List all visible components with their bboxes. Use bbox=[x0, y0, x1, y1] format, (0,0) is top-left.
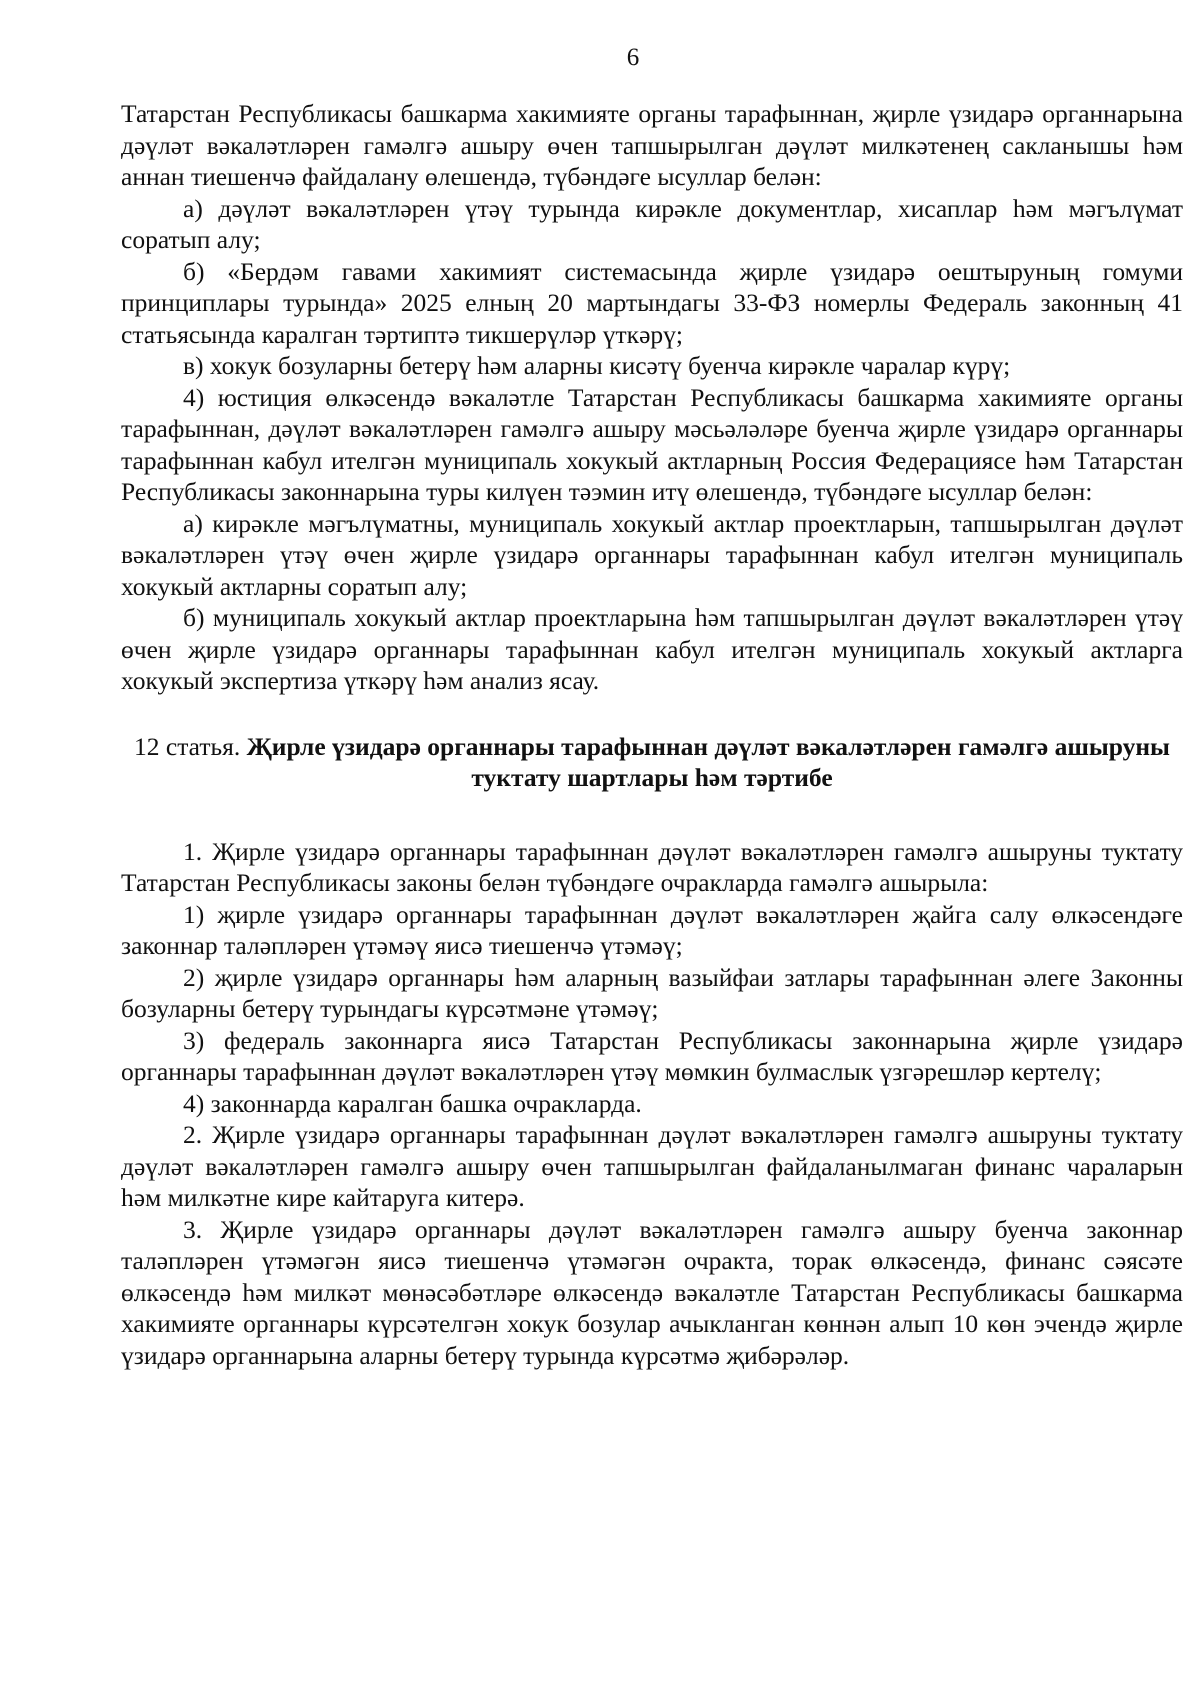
paragraph: Татарстан Республикасы башкарма хакимияте органы тарафыннан, җирле үзидарә органнарына дәүләт вәкаләтләрен гамәлгә ашыру өчен тапшырылган дәүләт милкәтенең сакланышы һәм аннан тиешенчә файдалану өлешендә, түбәндәге ысуллар белән: bbox=[121, 99, 1183, 191]
document-body bbox=[121, 98, 1183, 1371]
paragraph: 1. Җирле үзидарә органнары тарафыннан дәүләт вәкаләтләрен гамәлгә ашыруны туктату Татарстан Республикасы законы белән түбәндәге очракларда гамәлгә ашырыла: bbox=[121, 836, 1183, 897]
page-number: 6 bbox=[626, 44, 640, 71]
paragraph: 1) җирле үзидарә органнары тарафыннан дәүләт вәкаләтләрен җайга салу өлкәсендәге законнар таләпләрен үтәмәү яисә тиешенчә үтәмәү; bbox=[121, 899, 1183, 960]
paragraph: 4) законнарда каралган башка очракларда. bbox=[183, 1088, 642, 1118]
paragraph: 3) федераль законнарга яисә Татарстан Республикасы законнарына җирле үзидарә органнары тарафыннан дәүләт вәкаләтләрен үтәү мөмкин булмаслык үзгәрешләр кертелү; bbox=[121, 1025, 1183, 1086]
paragraph: 2) җирле үзидарә органнары һәм аларның вазыйфаи затлары тарафыннан әлеге Законны бозуларны бетерү турындагы күрсәтмәне үтәмәү; bbox=[121, 962, 1183, 1023]
paragraph: б) муниципаль хокукый актлар проектларына һәм тапшырылган дәүләт вәкаләтләрен үтәү өчен җирле үзидарә органнары тарафыннан кабул ителгән муниципаль хокукый актларга хокукый экспертиза үткәрү һәм анализ ясау. bbox=[121, 603, 1183, 695]
paragraph: 3. Җирле үзидарә органнары дәүләт вәкаләтләрен гамәлгә ашыру буенча законнар таләпләрен үтәмәгән яисә тиешенчә үтәмәгән очракта, торак өлкәсендә, финанс сәясәте өлкәсендә һәм милкәт мөнәсәбәтләре өлкәсендә вәкаләтле Татарстан Республикасы башкарма хакимияте органнары күрсәтелгән хокук бозулар ачыкланган көннән алып 10 көн эчендә җирле үзидарә органнарына аларны бетерү турында күрсәтмә җибәрәләр. bbox=[121, 1214, 1183, 1370]
paragraph: б) «Бердәм гавами хакимият системасында җирле үзидарә оештыруның гомуми принциплары турында» 2025 елның 20 мартындагы 33-ФЗ номерлы Федераль законның 41 статьясында каралган тәртиптә тикшерүләр үткәрү; bbox=[121, 256, 1183, 349]
paragraph: 2. Җирле үзидарә органнары тарафыннан дәүләт вәкаләтләрен гамәлгә ашыруны туктату дәүләт вәкаләтләрен гамәлгә ашыру өчен тапшырылган файдаланылмаган финанс чараларын һәм милкәтне кире кайтаруга китерә. bbox=[121, 1120, 1183, 1212]
article-title: Җирле үзидарә органнары тарафыннан дәүләт вәкаләтләрен гамәлгә ашыруны туктату шартлары һәм тәртибе bbox=[246, 731, 1170, 792]
paragraph: а) дәүләт вәкаләтләрен үтәү турында кирәкле документлар, хисаплар һәм мәгълүмат соратып алу; bbox=[121, 193, 1183, 254]
paragraph: 4) юстиция өлкәсендә вәкаләтле Татарстан Республикасы башкарма хакимияте органы тарафыннан, дәүләт вәкаләтләрен гамәлгә ашыру мәсьәләләре буенча җирле үзидарә органнары тарафыннан кабул ителгән муниципаль хокукый актларның Россия Федерациясе һәм Татарстан Республикасы законнарына туры килүен тәэмин итү өлешендә, түбәндәге ысуллар белән: bbox=[121, 382, 1183, 506]
paragraph: в) хокук бозуларны бетерү һәм аларны кисәтү буенча кирәкле чаралар күрү; bbox=[183, 351, 1011, 380]
paragraph: а) кирәкле мәгълүматны, муниципаль хокукый актлар проектларын, тапшырылган дәүләт вәкаләтләрен үтәү өчен җирле үзидарә органнары тарафыннан кабул ителгән муниципаль хокукый актларны соратып алу; bbox=[121, 508, 1183, 601]
article-number: 12 статья. bbox=[134, 731, 241, 761]
article-heading bbox=[121, 731, 1183, 794]
